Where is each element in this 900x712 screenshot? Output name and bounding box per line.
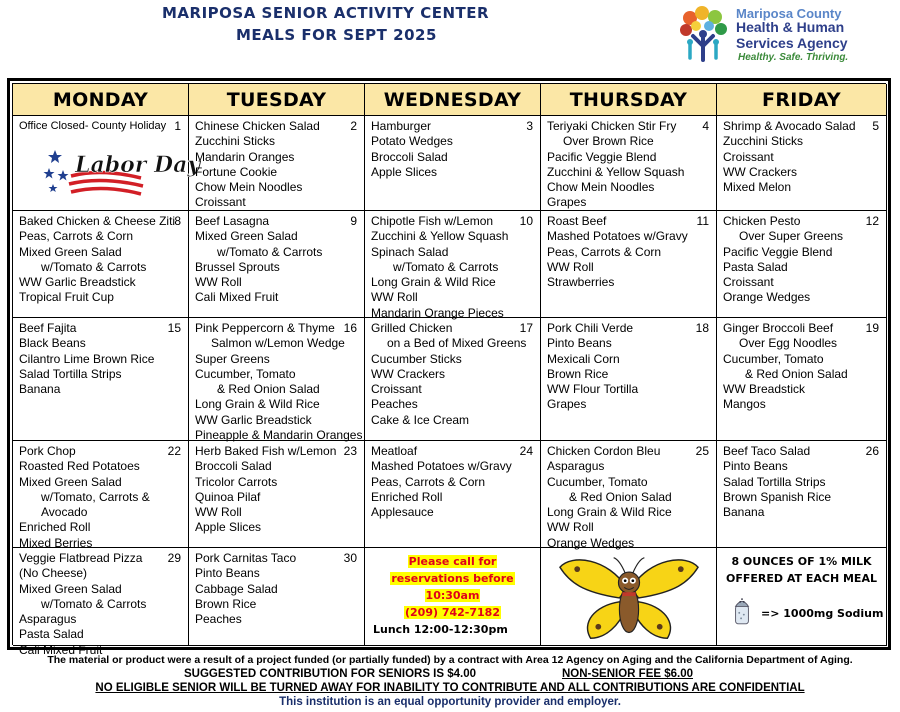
menu-item: Ginger Broccoli Beef	[723, 321, 834, 335]
day-cell	[717, 441, 887, 548]
day-cell	[717, 548, 887, 646]
day-cell	[365, 318, 541, 441]
menu-item: Over Egg Noodles	[739, 336, 838, 351]
day-cell	[189, 211, 365, 318]
reservation-line	[371, 587, 534, 604]
menu-item: Apple Slices	[371, 164, 438, 179]
menu-item: Zucchini & Yellow Squash	[371, 229, 509, 244]
menu-item: Mixed Green Salad	[195, 229, 298, 244]
menu-item: Shrimp & Avocado Salad	[723, 119, 856, 133]
logo-line-3: Services Agency	[736, 35, 848, 51]
menu-item: Long Grain & Wild Rice	[547, 505, 672, 520]
menu-item: Enriched Roll	[371, 489, 443, 504]
reservation-line	[371, 604, 534, 621]
logo-tagline: Healthy. Safe. Thriving.	[738, 52, 849, 63]
reservation-text: 10:30am	[425, 589, 480, 602]
day-cell	[13, 211, 189, 318]
date-number: 26	[865, 444, 879, 458]
menu-item: Quinoa Pilaf	[195, 489, 261, 504]
day-cell	[541, 318, 717, 441]
menu-item: Croissant	[723, 149, 774, 164]
date-number: 23	[343, 444, 357, 458]
menu-item: WW Breadstick	[723, 382, 806, 397]
contribution-line	[0, 667, 900, 681]
day-cell	[13, 441, 189, 548]
day-cell	[189, 548, 365, 646]
menu-item: Spinach Salad	[371, 244, 449, 259]
menu-item: Broccoli Salad	[371, 149, 448, 164]
date-number: 15	[167, 321, 181, 335]
menu-item: Mexicali Corn	[547, 351, 620, 366]
day-header-tuesday: TUESDAY	[189, 84, 365, 116]
menu-item: WW Roll	[195, 275, 242, 290]
menu-item: Chipotle Fish w/Lemon	[371, 214, 494, 228]
menu-item: Mixed Green Salad	[19, 244, 122, 259]
date-number: 3	[526, 119, 533, 133]
labor-day-art	[41, 142, 201, 202]
menu-item: Cali Mixed Fruit	[19, 642, 103, 657]
menu-item: Beef Fajita	[19, 321, 77, 335]
day-cell	[541, 548, 717, 646]
menu-item: Mixed Green Salad	[19, 581, 122, 596]
menu-item: Avocado	[41, 505, 88, 520]
butterfly-mascot-image	[549, 550, 709, 644]
menu-item: Pacific Veggie Blend	[723, 244, 833, 259]
menu-item: Potato Wedges	[371, 134, 453, 149]
menu-item: Mashed Potatoes w/Gravy	[371, 459, 512, 474]
logo-county: Mariposa County	[736, 6, 842, 21]
date-number: 25	[695, 444, 709, 458]
menu-item: Brussel Sprouts	[195, 259, 280, 274]
menu-item: Grapes	[547, 195, 587, 210]
date-number: 8	[174, 214, 181, 228]
menu-item: Pink Peppercorn & Thyme	[195, 321, 335, 335]
menu-month-title: MEALS FOR SEPT 2025	[236, 26, 437, 44]
family-tree-icon	[676, 4, 730, 64]
menu-item: Salad Tortilla Strips	[723, 474, 826, 489]
menu-item: & Red Onion Salad	[217, 382, 320, 397]
day-cell	[13, 318, 189, 441]
menu-item: Cabbage Salad	[195, 581, 278, 596]
menu-item: Asparagus	[19, 612, 77, 627]
day-header-wednesday: WEDNESDAY	[365, 84, 541, 116]
menu-item: Enriched Roll	[19, 520, 91, 535]
day-cell	[541, 211, 717, 318]
menu-item: Croissant	[723, 275, 774, 290]
day-cell	[365, 548, 541, 646]
milk-notice	[723, 553, 880, 587]
agency-logo	[676, 4, 891, 66]
menu-item: Cucumber, Tomato	[723, 351, 824, 366]
menu-item: Strawberries	[547, 275, 615, 290]
menu-item: Zucchini Sticks	[195, 134, 276, 149]
date-number: 2	[350, 119, 357, 133]
reservation-text: (209) 742-7182	[405, 606, 500, 619]
menu-item: Pasta Salad	[19, 627, 84, 642]
menu-item: Pork Carnitas Taco	[195, 551, 297, 565]
date-number: 11	[696, 214, 709, 228]
day-cell	[365, 116, 541, 211]
menu-item: w/Tomato & Carrots	[41, 596, 147, 611]
menu-item: Beef Taco Salad	[723, 444, 811, 458]
reservation-notice	[371, 553, 534, 621]
menu-item: w/Tomato & Carrots	[393, 259, 499, 274]
menu-item: WW Crackers	[371, 366, 445, 381]
menu-item: Apple Slices	[195, 520, 262, 535]
menu-item: Fortune Cookie	[195, 164, 278, 179]
reservation-line	[371, 553, 534, 570]
date-number: 1	[174, 119, 181, 133]
menu-item: Black Beans	[19, 336, 86, 351]
reservation-text: Please call for	[408, 555, 497, 568]
date-number: 16	[343, 321, 357, 335]
menu-item: Office Closed- County Holiday	[19, 120, 167, 132]
menu-item: Cake & Ice Cream	[371, 412, 470, 427]
date-number: 24	[519, 444, 533, 458]
menu-item: Chicken Cordon Bleu	[547, 444, 661, 458]
menu-item: Over Super Greens	[739, 229, 844, 244]
menu-item: Chinese Chicken Salad	[195, 119, 320, 133]
menu-item: Long Grain & Wild Rice	[195, 397, 320, 412]
menu-item: Mangos	[723, 397, 766, 412]
menu-item: Tropical Fruit Cup	[19, 290, 114, 305]
day-cell	[189, 116, 365, 211]
menu-item: Mandarin Orange Pieces	[371, 305, 504, 320]
date-number: 22	[167, 444, 181, 458]
menu-item: Beef Lasagna	[195, 214, 270, 228]
menu-item: WW Roll	[371, 290, 418, 305]
calendar-grid	[12, 83, 886, 657]
menu-item: Zucchini Sticks	[723, 134, 804, 149]
menu-item: Teriyaki Chicken Stir Fry	[547, 119, 677, 133]
salt-shaker-icon	[731, 594, 753, 628]
menu-item: & Red Onion Salad	[569, 489, 672, 504]
date-number: 30	[343, 551, 357, 565]
meal-calendar	[7, 78, 891, 657]
menu-item: Over Brown Rice	[563, 134, 654, 149]
menu-item: Salmon w/Lemon Wedge	[211, 336, 345, 351]
menu-item: WW Roll	[547, 259, 594, 274]
menu-item: & Red Onion Salad	[745, 366, 848, 381]
menu-item: Mandarin Oranges	[195, 149, 295, 164]
day-cell	[541, 116, 717, 211]
date-number: 17	[519, 321, 533, 335]
menu-item: Cucumber, Tomato	[195, 366, 296, 381]
menu-item: Pinto Beans	[195, 566, 260, 581]
menu-item: Mashed Potatoes w/Gravy	[547, 229, 688, 244]
menu-item: Roasted Red Potatoes	[19, 459, 140, 474]
date-number: 10	[519, 214, 533, 228]
no-turn-away-note: NO ELIGIBLE SENIOR WILL BE TURNED AWAY FOR INABILITY TO CONTRIBUTE AND ALL CONTRIBUTIONS ARE CONFIDENTIAL	[95, 682, 805, 694]
date-number: 19	[865, 321, 879, 335]
menu-item: WW Flour Tortilla	[547, 382, 639, 397]
date-number: 29	[167, 551, 181, 565]
menu-item: Hamburger	[371, 119, 432, 133]
sodium-note	[731, 594, 884, 634]
milk-line: OFFERED AT EACH MEAL	[726, 572, 877, 585]
menu-item: Herb Baked Fish w/Lemon	[195, 444, 337, 458]
menu-item: WW Roll	[195, 505, 242, 520]
menu-item: Grapes	[547, 397, 587, 412]
day-cell	[13, 116, 201, 211]
menu-item: Brown Rice	[195, 596, 257, 611]
date-number: 4	[702, 119, 709, 133]
menu-item: Super Greens	[195, 351, 270, 366]
equal-opportunity-note: This institution is an equal opportunity provider and employer.	[279, 696, 621, 708]
day-header-friday: FRIDAY	[717, 84, 887, 116]
day-cell	[365, 211, 541, 318]
menu-item: Pasta Salad	[723, 259, 788, 274]
menu-item: Pork Chili Verde	[547, 321, 634, 335]
menu-item: Banana	[723, 505, 765, 520]
day-header-monday: MONDAY	[13, 84, 189, 116]
labor-day-text: Labor Day	[75, 152, 201, 178]
menu-item: Baked Chicken & Cheese Ziti	[19, 214, 176, 228]
menu-item: Veggie Flatbread Pizza	[19, 551, 143, 565]
menu-item: Meatloaf	[371, 444, 418, 458]
menu-item: w/Tomato, Carrots &	[41, 489, 150, 504]
date-number: 12	[865, 214, 879, 228]
menu-item: Pacific Veggie Blend	[547, 149, 657, 164]
menu-item: Roast Beef	[547, 214, 607, 228]
menu-item: WW Crackers	[723, 164, 797, 179]
senior-contribution: SUGGESTED CONTRIBUTION FOR SENIORS IS $4.00	[184, 668, 477, 680]
menu-item: w/Tomato & Carrots	[217, 244, 323, 259]
menu-item: Brown Rice	[547, 366, 609, 381]
menu-item: Chow Mein Noodles	[195, 180, 303, 195]
center-title: MARIPOSA SENIOR ACTIVITY CENTER	[162, 4, 490, 22]
menu-item: on a Bed of Mixed Greens	[387, 336, 527, 351]
menu-item: Mixed Berries	[19, 535, 93, 550]
day-cell	[13, 548, 189, 657]
menu-item: Cali Mixed Fruit	[195, 290, 279, 305]
menu-item: Mixed Melon	[723, 180, 792, 195]
menu-item: Orange Wedges	[723, 290, 811, 305]
menu-item: Pineapple & Mandarin Oranges	[195, 428, 363, 443]
day-cell	[717, 211, 887, 318]
date-number: 18	[695, 321, 709, 335]
menu-item: Chicken Pesto	[723, 214, 801, 228]
sodium-label: => 1000mg Sodium	[761, 607, 884, 620]
menu-item: Cilantro Lime Brown Rice	[19, 351, 155, 366]
menu-item: Brown Spanish Rice	[723, 489, 832, 504]
menu-item: Cucumber Sticks	[371, 351, 462, 366]
menu-item: Broccoli Salad	[195, 459, 272, 474]
menu-item: (No Cheese)	[19, 566, 88, 581]
day-cell	[541, 441, 717, 548]
menu-item: Applesauce	[371, 505, 434, 520]
non-senior-fee: NON-SENIOR FEE $6.00	[562, 668, 694, 680]
day-cell	[189, 318, 365, 441]
day-header-thursday: THURSDAY	[541, 84, 717, 116]
reservation-text: reservations before	[391, 572, 514, 585]
lunch-hours: Lunch 12:00-12:30pm	[373, 622, 508, 636]
day-cell	[365, 441, 541, 548]
menu-item: Orange Wedges	[547, 535, 635, 550]
menu-item: Croissant	[195, 195, 246, 210]
funding-note: The material or product were a result of a project funded (or partially funded) by a contract with Area 12 Agency on Aging and the California Department of Aging.	[47, 654, 853, 666]
milk-line: 8 OUNCES OF 1% MILK	[731, 555, 872, 568]
menu-item: Banana	[19, 382, 61, 397]
menu-item: Peas, Carrots & Corn	[547, 244, 662, 259]
menu-item: Cucumber, Tomato	[547, 474, 648, 489]
menu-item: WW Garlic Breadstick	[19, 275, 136, 290]
logo-line-2: Health & Human	[736, 19, 845, 35]
date-number: 9	[350, 214, 357, 228]
menu-item: Long Grain & Wild Rice	[371, 275, 496, 290]
menu-item: Zucchini & Yellow Squash	[547, 164, 685, 179]
footer	[0, 654, 900, 709]
menu-item: Salad Tortilla Strips	[19, 366, 122, 381]
menu-item: w/Tomato & Carrots	[41, 259, 147, 274]
menu-item: Peas, Carrots & Corn	[19, 229, 134, 244]
reservation-line	[371, 570, 534, 587]
menu-item: Grilled Chicken	[371, 321, 453, 335]
menu-item: WW Garlic Breadstick	[195, 412, 312, 427]
menu-item: Pinto Beans	[547, 336, 612, 351]
menu-item: Mixed Green Salad	[19, 474, 122, 489]
menu-item: Asparagus	[547, 459, 605, 474]
menu-item: Peaches	[195, 612, 242, 627]
day-cell	[189, 441, 365, 548]
menu-item: WW Roll	[547, 520, 594, 535]
menu-item: Croissant	[371, 382, 422, 397]
menu-item: Pork Chop	[19, 444, 76, 458]
menu-item: Peaches	[371, 397, 418, 412]
menu-item: Pinto Beans	[723, 459, 788, 474]
menu-item: Peas, Carrots & Corn	[371, 474, 486, 489]
menu-item: Tricolor Carrots	[195, 474, 278, 489]
day-cell	[717, 116, 887, 211]
date-number: 5	[872, 119, 879, 133]
menu-item: Chow Mein Noodles	[547, 180, 655, 195]
day-cell	[717, 318, 887, 441]
